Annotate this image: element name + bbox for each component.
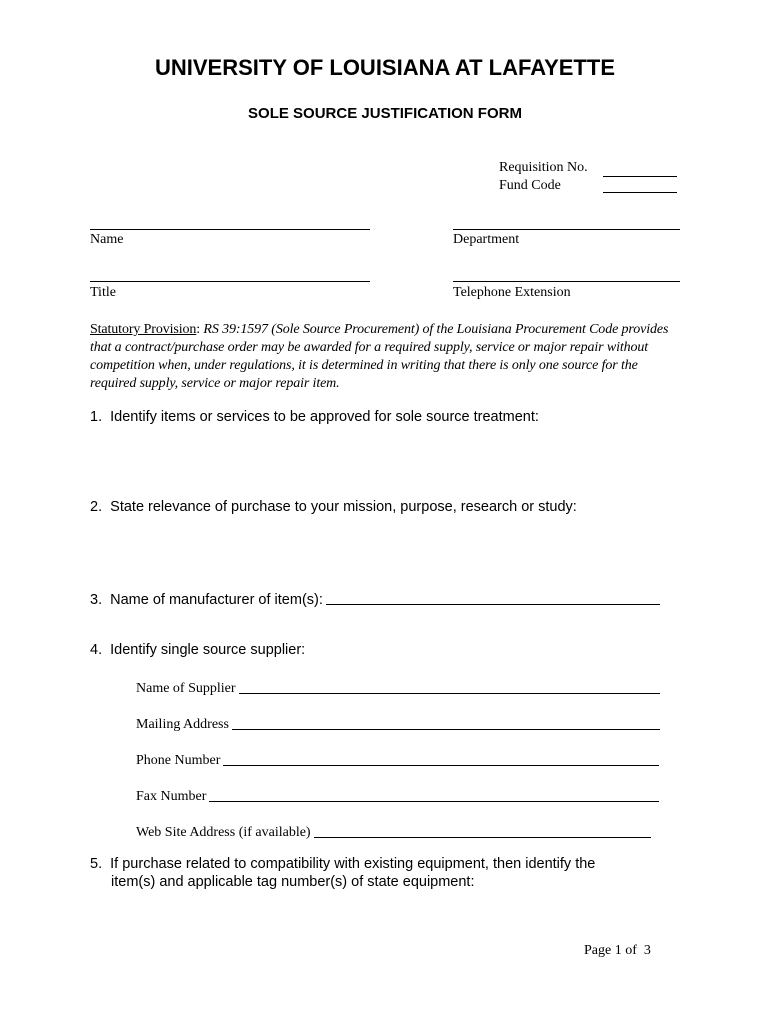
mailing-address-field[interactable]	[232, 729, 660, 730]
web-site-label: Web Site Address (if available)	[136, 825, 311, 840]
supplier-name-field[interactable]	[239, 693, 660, 694]
requisition-field[interactable]	[603, 176, 677, 177]
fax-number-row	[136, 785, 659, 805]
question-4: 4. Identify single source supplier:	[90, 642, 306, 658]
question-3: 3. Name of manufacturer of item(s):	[90, 592, 323, 608]
fund-code-field[interactable]	[603, 192, 677, 193]
name-label: Name	[90, 232, 124, 247]
manufacturer-field[interactable]	[326, 604, 660, 605]
fund-code-label: Fund Code	[499, 178, 561, 193]
supplier-name-row	[136, 677, 660, 697]
form-title: SOLE SOURCE JUSTIFICATION FORM	[248, 105, 522, 122]
statutory-text: RS 39:1597 (Sole Source Procurement) of the Louisiana Procurement Code provides that a contract/purchase order may be awarded for a required supply, service or major repair without competition when, under regulations, it is determined in writing that there is only one source for the required supply, service or major repair item.	[90, 322, 669, 391]
phone-number-field[interactable]	[223, 765, 659, 766]
web-site-field[interactable]	[314, 837, 651, 838]
telephone-label: Telephone Extension	[453, 285, 571, 300]
supplier-name-label: Name of Supplier	[136, 681, 236, 696]
department-field[interactable]	[453, 229, 680, 230]
fax-number-field[interactable]	[209, 801, 659, 802]
phone-number-row	[136, 749, 659, 769]
name-field[interactable]	[90, 229, 370, 230]
university-title: UNIVERSITY OF LOUISIANA AT LAFAYETTE	[154, 55, 615, 80]
statutory-colon: :	[196, 322, 201, 337]
requisition-label: Requisition No.	[499, 160, 588, 175]
mailing-address-row	[136, 713, 660, 733]
question-5-line-1: 5. If purchase related to compatibility with existing equipment, then identify the	[90, 856, 596, 872]
department-label: Department	[453, 232, 520, 247]
page-number: Page 1 of 3	[584, 943, 651, 958]
title-field[interactable]	[90, 281, 370, 282]
telephone-field[interactable]	[453, 281, 680, 282]
web-site-row	[136, 821, 651, 841]
phone-number-label: Phone Number	[136, 753, 221, 768]
question-5-line-2: item(s) and applicable tag number(s) of state equipment:	[111, 874, 475, 890]
title-label: Title	[90, 285, 116, 300]
question-1: 1. Identify items or services to be approved for sole source treatment:	[90, 409, 539, 425]
question-3-row	[90, 588, 660, 608]
question-2: 2. State relevance of purchase to your mission, purpose, research or study:	[90, 499, 577, 515]
fax-number-label: Fax Number	[136, 789, 207, 804]
mailing-address-label: Mailing Address	[136, 717, 229, 732]
statutory-label: Statutory Provision	[90, 322, 197, 337]
statutory-provision	[90, 321, 686, 393]
